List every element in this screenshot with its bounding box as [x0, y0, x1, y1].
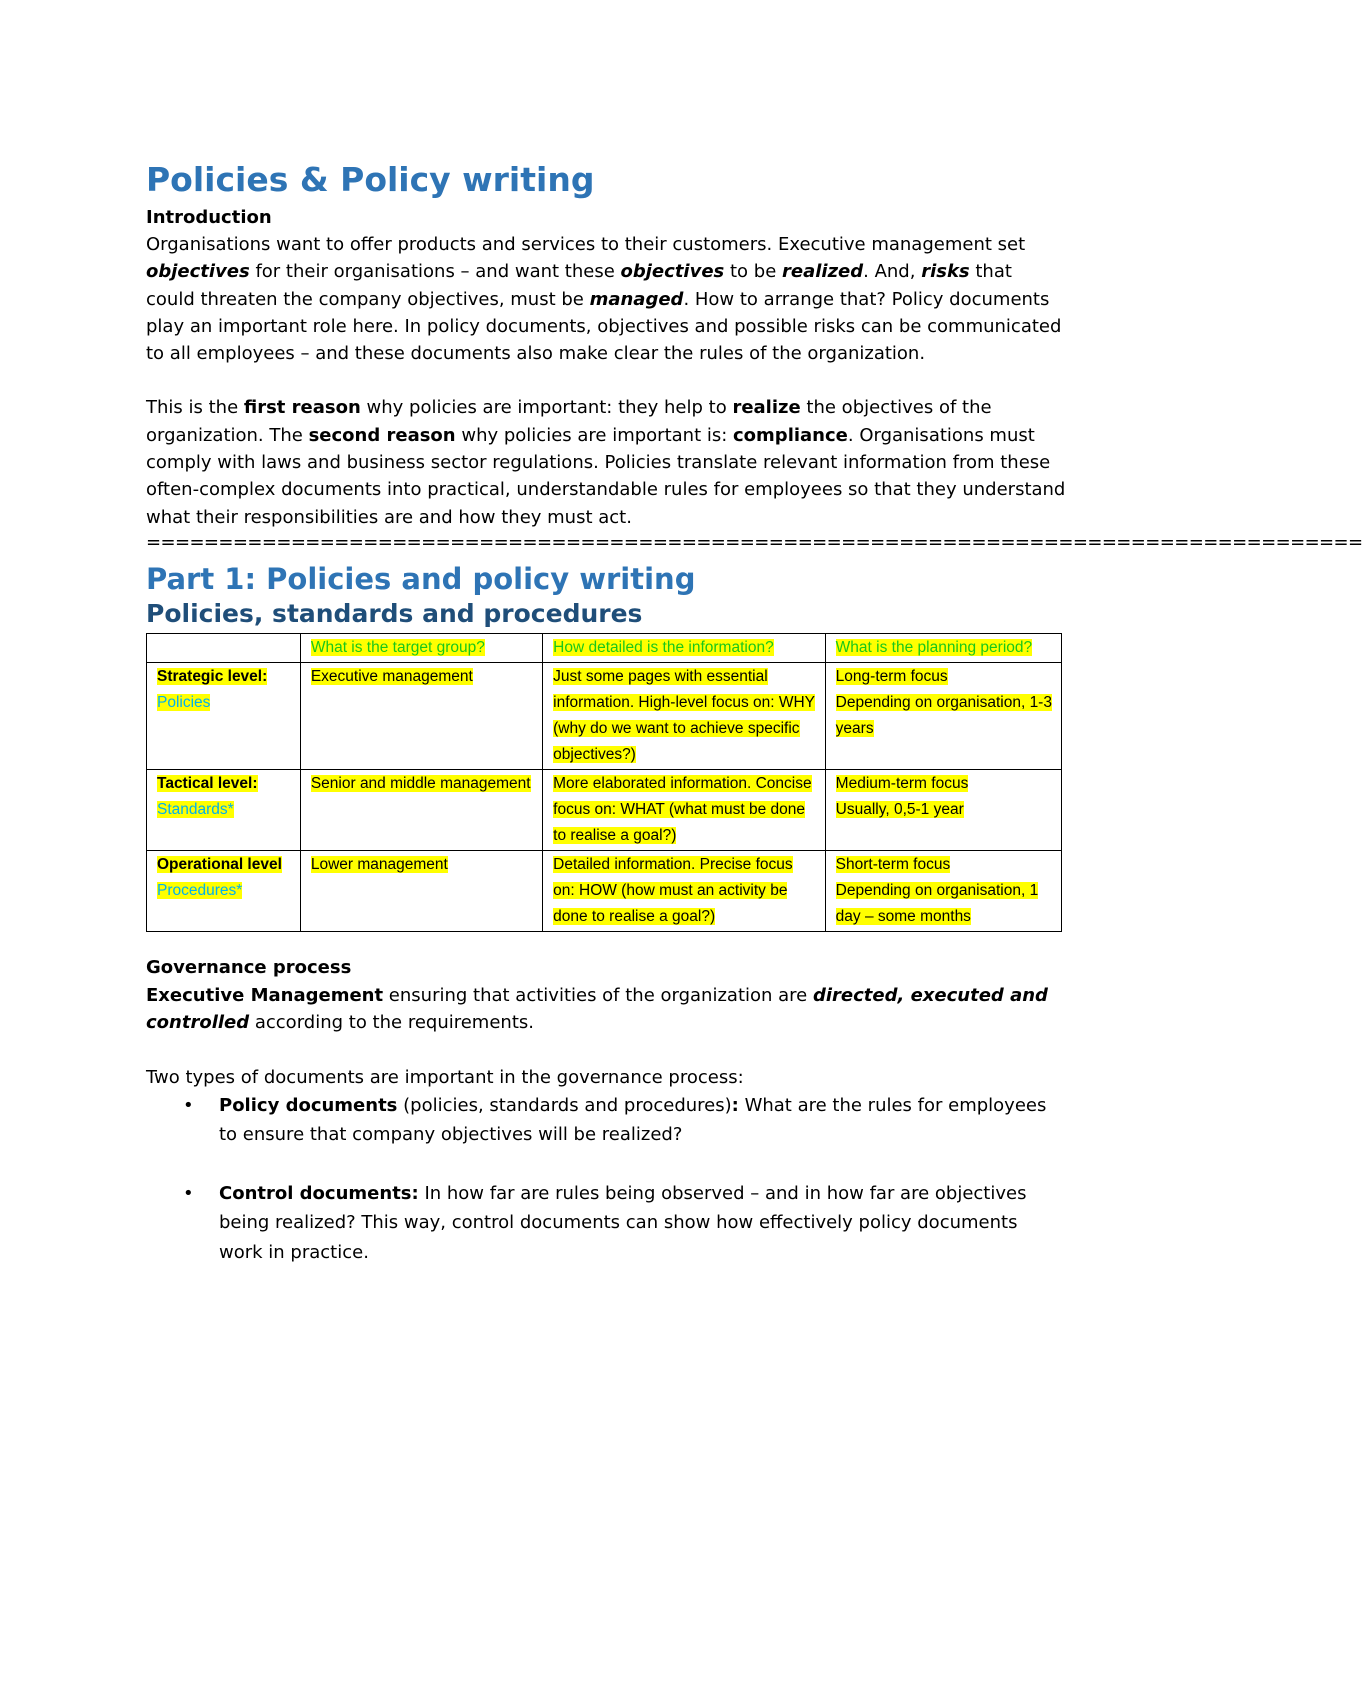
table-header-row: [147, 633, 1062, 662]
target-cell: Lower management: [300, 850, 542, 931]
intro-paragraph-1: Organisations want to offer products and services to their customers. Executive management set objectives for their organisations – and want these objectives to be realized. And, risks that could threaten the company objectives, must be managed. How to arrange that? Policy documents play an important role here. In policy documents, objectives and possible risks can be communicated to all employees – and these documents also make clear the rules of the organization.: [146, 234, 1062, 365]
level-cell: Strategic level: Policies: [147, 662, 301, 769]
table-row: [147, 850, 1062, 931]
governance-heading: Governance process: [146, 956, 352, 978]
separator-line: ====================================================================================: [146, 531, 1363, 553]
part1-subtitle: Policies, standards and procedures: [146, 598, 643, 628]
target-cell: Executive management: [300, 662, 542, 769]
period-cell: Short-term focus Depending on organisation, 1 day – some months: [825, 850, 1061, 931]
detail-cell: More elaborated information. Concise focus on: WHAT (what must be done to realise a goal?): [543, 769, 826, 850]
period-cell: Long-term focus Depending on organisation, 1-3 years: [825, 662, 1061, 769]
period-cell: Medium-term focus Usually, 0,5-1 year: [825, 769, 1061, 850]
table-row: [147, 662, 1062, 769]
part1-title: Part 1: Policies and policy writing: [146, 561, 696, 596]
level-cell: Tactical level: Standards*: [147, 769, 301, 850]
table-header-cell: What is the target group?: [300, 633, 542, 662]
table-header-cell: How detailed is the information?: [543, 633, 826, 662]
detail-cell: Just some pages with essential information. High-level focus on: WHY (why do we want to achieve specific objectives?): [543, 662, 826, 769]
governance-paragraph: Executive Management ensuring that activities of the organization are directed, executed and controlled according to the requirements.: [146, 984, 1048, 1034]
table-header-cell: What is the planning period?: [825, 633, 1061, 662]
levels-table: [146, 633, 1062, 932]
document-page: [146, 160, 1363, 1267]
detail-cell: Detailed information. Precise focus on: HOW (how must an activity be done to realise a goal?): [543, 850, 826, 931]
table-row: [147, 769, 1062, 850]
bullet-icon: •: [183, 1182, 194, 1204]
list-item: • Control documents: In how far are rules being observed – and in how far are objectives being realized? This way, control documents can show how effectively policy documents work in practice.: [219, 1179, 1066, 1268]
intro-heading: Introduction: [146, 207, 272, 228]
intro-paragraph-2: This is the first reason why policies are important: they help to realize the objectives of the organization. The second reason why policies are important is: compliance. Organisations must comply with laws and business sector regulations. Policies translate relevant information from these often-complex documents into practical, understandable rules for employees so that they understand what their responsibilities are and how they must act.: [146, 397, 1066, 528]
document-types-list: [146, 1091, 1066, 1268]
page-title: Policies & Policy writing: [146, 160, 595, 199]
list-item: • Policy documents (policies, standards and procedures): What are the rules for employees to ensure that company objectives will be realized?: [219, 1091, 1066, 1150]
level-cell: Operational level Procedures*: [147, 850, 301, 931]
bullet-icon: •: [183, 1094, 194, 1116]
table-corner-cell: [147, 633, 301, 662]
governance-types-intro: Two types of documents are important in the governance process:: [146, 1066, 744, 1088]
target-cell: Senior and middle management: [300, 769, 542, 850]
